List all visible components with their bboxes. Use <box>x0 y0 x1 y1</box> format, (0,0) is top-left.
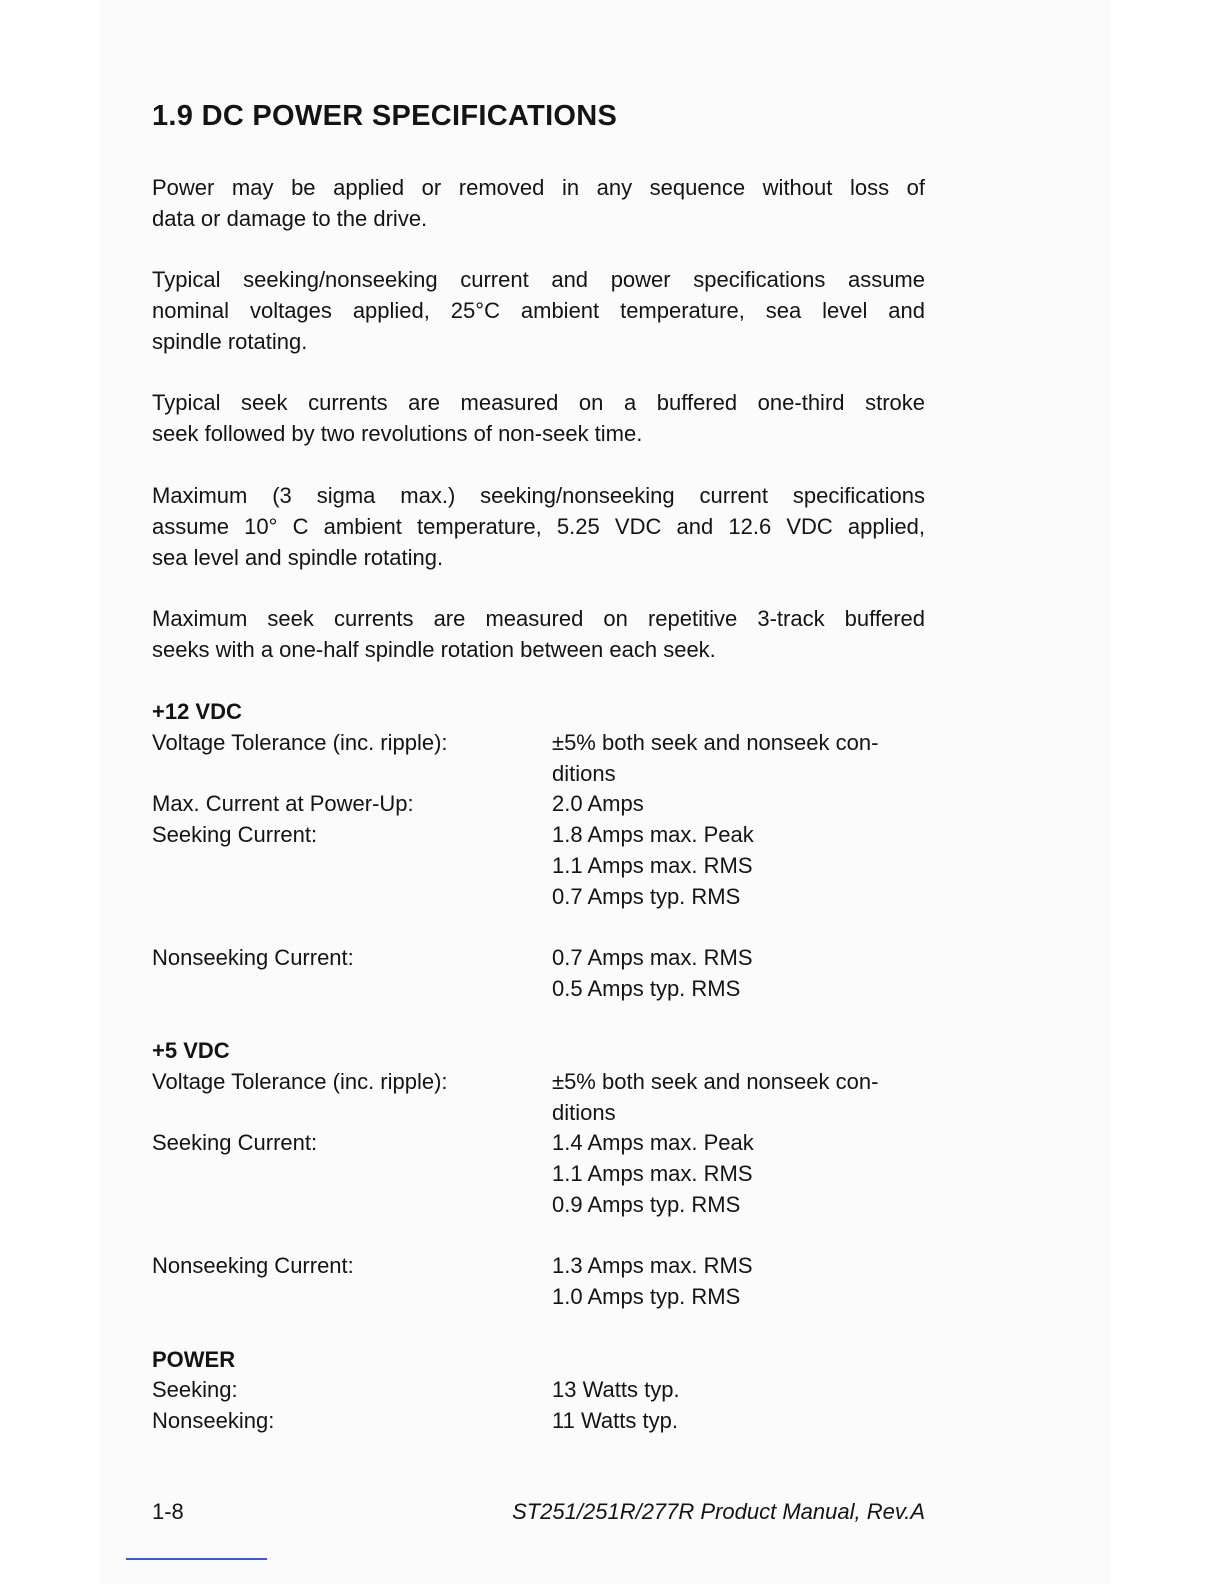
paragraph-power-sequence <box>152 172 925 234</box>
manual-title: ST251/251R/277R Product Manual, Rev.A <box>512 1499 925 1524</box>
spec-values <box>552 1374 927 1405</box>
text-line: seeks with a one-half spindle rotation between each seek. <box>152 637 716 662</box>
spec-value: ±5% both seek and nonseek con- <box>552 730 879 755</box>
spec-label: Seeking: <box>152 1377 238 1402</box>
spec-label: Max. Current at Power-Up: <box>152 791 414 816</box>
text-line: Typical seek currents are measured on a buffered one-third stroke <box>152 390 925 415</box>
spec-value: 13 Watts typ. <box>552 1377 680 1402</box>
spec-values <box>552 727 927 789</box>
text-line: data or damage to the drive. <box>152 206 428 231</box>
vdc12-heading: +12 VDC <box>152 699 242 724</box>
spec-value: 1.4 Amps max. Peak <box>552 1130 754 1155</box>
spec-label: Nonseeking: <box>152 1408 275 1433</box>
spec-value: 1.1 Amps max. RMS <box>552 1161 753 1186</box>
spec-value: 1.1 Amps max. RMS <box>552 853 753 878</box>
spec-value: 0.5 Amps typ. RMS <box>552 976 741 1001</box>
vdc5-heading: +5 VDC <box>152 1038 230 1063</box>
spec-value: 0.7 Amps typ. RMS <box>552 884 741 909</box>
spec-values <box>552 1250 927 1312</box>
paragraph-typical-seek <box>152 387 925 449</box>
text-line: Typical seeking/nonseeking current and power specifications assume <box>152 267 925 292</box>
spec-value: ditions <box>552 761 616 786</box>
spec-value: 0.9 Amps typ. RMS <box>552 1192 741 1217</box>
divider <box>126 1558 267 1560</box>
spec-value: ditions <box>552 1100 616 1125</box>
text-line: assume 10° C ambient temperature, 5.25 VDC and 12.6 VDC applied, <box>152 514 925 539</box>
spec-value: 1.0 Amps typ. RMS <box>552 1284 741 1309</box>
spec-label: Nonseeking Current: <box>152 1253 354 1278</box>
spec-values <box>552 942 927 1004</box>
spec-label: Seeking Current: <box>152 822 318 847</box>
spec-label: Voltage Tolerance (inc. ripple): <box>152 1069 448 1094</box>
text-line: nominal voltages applied, 25°C ambient temperature, sea level and <box>152 298 925 323</box>
text-line: sea level and spindle rotating. <box>152 545 444 570</box>
text-line: spindle rotating. <box>152 329 308 354</box>
page-number: 1-8 <box>152 1499 184 1524</box>
text-line: Maximum seek currents are measured on repetitive 3-track buffered <box>152 606 925 631</box>
text-line: Maximum (3 sigma max.) seeking/nonseeking current specifications <box>152 483 925 508</box>
paragraph-typical-specs <box>152 264 925 357</box>
spec-value: 0.7 Amps max. RMS <box>552 945 753 970</box>
spec-label: Seeking Current: <box>152 1130 318 1155</box>
paragraph-maximum-specs <box>152 480 925 573</box>
spec-values <box>552 1066 927 1128</box>
spec-value: 11 Watts typ. <box>552 1408 678 1433</box>
spec-value: 1.3 Amps max. RMS <box>552 1253 753 1278</box>
spec-values <box>552 819 927 912</box>
spec-values <box>552 788 927 819</box>
text-line: seek followed by two revolutions of non-seek time. <box>152 421 643 446</box>
text-line: Power may be applied or removed in any sequence without loss of <box>152 175 925 200</box>
spec-values <box>552 1127 927 1220</box>
power-heading: POWER <box>152 1347 236 1372</box>
spec-value: 1.8 Amps max. Peak <box>552 822 754 847</box>
section-heading: 1.9 DC POWER SPECIFICATIONS <box>152 100 618 132</box>
spec-value: ±5% both seek and nonseek con- <box>552 1069 879 1094</box>
spec-values <box>552 1405 927 1436</box>
spec-label: Nonseeking Current: <box>152 945 354 970</box>
spec-label: Voltage Tolerance (inc. ripple): <box>152 730 448 755</box>
paragraph-maximum-seek <box>152 603 925 665</box>
spec-value: 2.0 Amps <box>552 791 644 816</box>
